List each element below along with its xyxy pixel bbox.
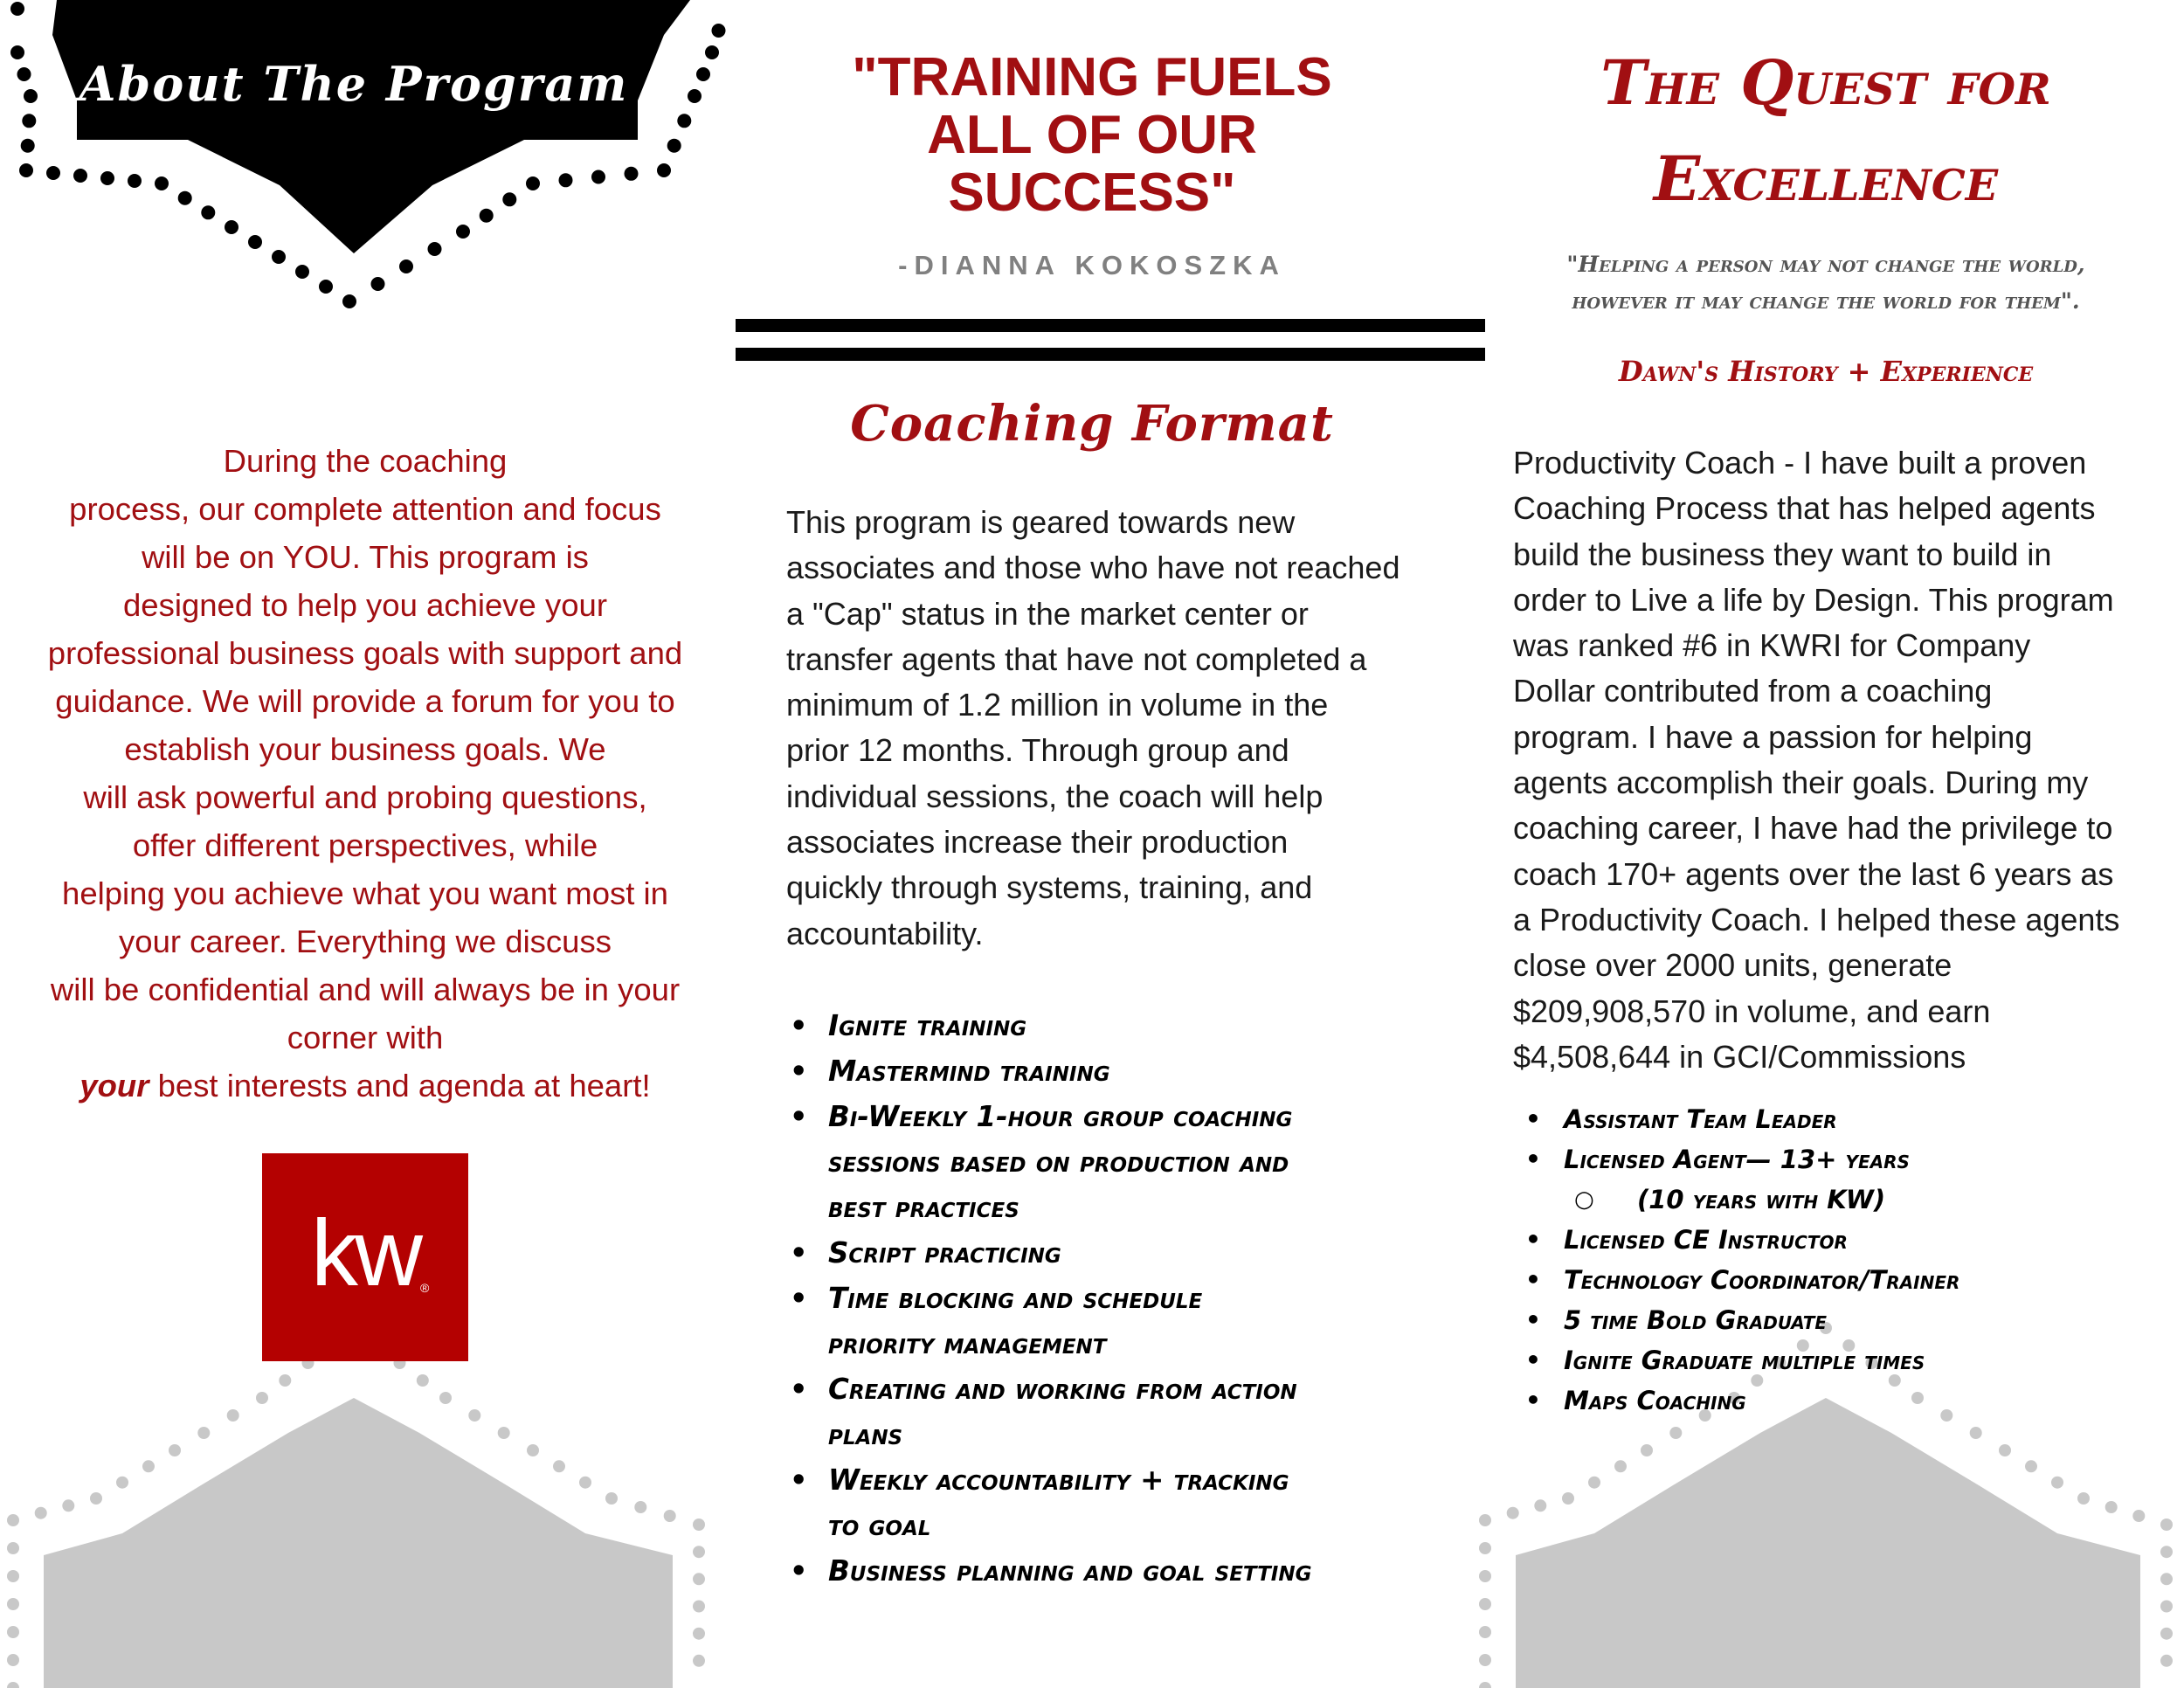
ornament-dot — [319, 280, 333, 294]
about-body-line: establish your business goals. We — [124, 731, 606, 767]
ornament-dot — [197, 1427, 210, 1439]
ornament-dot — [7, 1570, 19, 1582]
ornament-dot — [579, 1477, 591, 1489]
list-item-line: to goal — [828, 1509, 931, 1542]
list-item-label: Technology Coordinator/Trainer — [1564, 1265, 1960, 1295]
list-item-label: Ignite Graduate multiple times — [1564, 1346, 1925, 1375]
ornament-dot — [1562, 1492, 1574, 1505]
list-item — [1524, 1300, 2153, 1340]
ornament-dot — [468, 1409, 480, 1422]
ornament-dot — [2077, 1492, 2090, 1505]
ornament-dot — [2132, 1510, 2145, 1522]
ornament-dot — [7, 1598, 19, 1610]
body-line: associates increase their production — [786, 824, 1289, 861]
list-item-line: plans — [828, 1418, 903, 1451]
ornament-dot — [553, 1460, 565, 1472]
bullet-icon: • — [1525, 1346, 1541, 1374]
ornament-dot — [342, 294, 356, 308]
divider-rule — [736, 348, 1485, 361]
bullet-icon: • — [790, 1463, 808, 1497]
ornament-dot — [456, 225, 470, 239]
ornament-dot — [73, 169, 87, 183]
body-line: prior 12 months. Through group and — [786, 732, 1289, 769]
body-line: was ranked #6 in KWRI for Company — [1513, 627, 2031, 664]
list-item — [786, 1276, 1433, 1366]
ornament-dot — [559, 173, 573, 187]
ornament-dot — [2025, 1460, 2037, 1472]
ornament-dot — [1479, 1570, 1491, 1582]
about-body-line: process, our complete attention and focus — [69, 491, 661, 527]
ornament-dot — [100, 171, 114, 185]
list-item-label: Maps Coaching — [1564, 1386, 1746, 1415]
ornament-dot — [90, 1492, 102, 1505]
about-body-line: designed to help you achieve your — [123, 587, 607, 623]
ornament-dot — [46, 166, 60, 180]
bullet-icon: • — [790, 1373, 808, 1406]
bullet-icon: • — [1525, 1305, 1541, 1334]
list-item — [1524, 1099, 2153, 1139]
list-item-line: Bi-Weekly 1-hour group coaching — [828, 1100, 1293, 1133]
ornament-dot — [705, 45, 719, 59]
ornament-dot — [2105, 1501, 2118, 1513]
ornament-dot — [526, 176, 540, 190]
history-title: Dawn's History + Experience — [1618, 355, 2034, 388]
ornament-dot — [7, 1654, 19, 1666]
ornament-dot — [7, 1682, 19, 1688]
ornament-dot — [693, 1546, 705, 1558]
ornament-dot — [19, 163, 33, 177]
ornament-dot — [693, 1519, 705, 1531]
list-item — [1524, 1340, 2153, 1380]
ornament-dot — [24, 89, 38, 103]
about-body-line: offer different perspectives, while — [132, 827, 598, 863]
ornament-dot — [1588, 1477, 1600, 1489]
about-body-line: guidance. We will provide a forum for you to — [55, 683, 675, 719]
registered-mark: ® — [420, 1281, 430, 1295]
ornament-dot — [256, 1392, 268, 1404]
list-item — [786, 1230, 1433, 1276]
list-item — [786, 1094, 1433, 1230]
list-item — [786, 1003, 1433, 1048]
ornament-dot — [693, 1601, 705, 1613]
list-item-label: Licensed CE Instructor — [1564, 1225, 1848, 1255]
body-line: individual sessions, the coach will help — [786, 778, 1324, 814]
list-item-label: Assistant Team Leader — [1564, 1104, 1837, 1134]
body-line: $209,908,570 in volume, and earn — [1513, 993, 1991, 1029]
quote-line: SUCCESS" — [948, 163, 1236, 223]
banner-ornament — [10, 0, 726, 308]
coaching-format-title: Coaching Format — [850, 395, 1334, 453]
body-line: transfer agents that have not completed a — [786, 640, 1367, 677]
ornament-dot — [227, 1409, 239, 1422]
quote-line: ALL OF OUR — [927, 105, 1257, 165]
bullet-icon: • — [790, 1100, 808, 1133]
ornament-dot — [2160, 1519, 2173, 1531]
ornament-dot — [428, 242, 442, 256]
about-body-line: helping you achieve what you want most in — [62, 875, 668, 911]
ornament-dot — [201, 205, 215, 219]
ornament-dot — [634, 1501, 646, 1513]
ornament-dot — [35, 1507, 47, 1519]
list-item-line: Creating and working from action — [828, 1373, 1297, 1406]
body-line: accountability. — [786, 915, 984, 951]
body-line: coach 170+ agents over the last 6 years as — [1513, 855, 2114, 892]
ornament-dot — [696, 67, 710, 81]
quest-title-line: The Quest for — [1600, 46, 2051, 119]
kw-logo-text: kw — [311, 1199, 419, 1305]
body-line: Dollar contributed from a coaching — [1513, 673, 1993, 709]
ornament-dot — [667, 139, 681, 153]
quote-line: "TRAINING FUELS — [852, 47, 1332, 107]
ornament-dot — [1999, 1444, 2011, 1456]
body-line: close over 2000 units, generate — [1513, 947, 1952, 984]
ornament-dot — [502, 192, 516, 206]
list-item — [1524, 1260, 2153, 1300]
ornament-dot — [664, 1510, 676, 1522]
body-line: associates and those who have not reached — [786, 550, 1400, 586]
ornament-dot — [295, 265, 309, 279]
ornament-dot — [1479, 1598, 1491, 1610]
list-item — [1524, 1380, 2153, 1421]
quest-quote-line: "Helping a person may not change the world, — [1566, 252, 2085, 277]
ornament-dot — [371, 277, 385, 291]
ornament-dot — [399, 259, 413, 273]
ornament-dot — [498, 1427, 510, 1439]
ornament-dot — [1479, 1542, 1491, 1554]
list-item-line: Time blocking and schedule — [828, 1282, 1203, 1315]
body-line: agents accomplish their goals. During my — [1513, 764, 2089, 801]
body-line: Productivity Coach - I have built a proven — [1513, 445, 2087, 481]
coaching-format-list — [786, 1003, 1433, 1594]
ornament-dot — [1479, 1682, 1491, 1688]
ornament-dot — [688, 89, 702, 103]
about-program-body — [24, 437, 706, 1110]
ornament-dot — [527, 1444, 539, 1456]
divider-rule — [736, 319, 1485, 332]
body-line: This program is geared towards new — [786, 504, 1296, 540]
list-item — [786, 1048, 1433, 1094]
body-line: build the business they want to build in — [1513, 536, 2052, 572]
about-body-line: professional business goals with support and — [47, 635, 683, 671]
body-line: Coaching Process that has helped agents — [1513, 490, 2096, 527]
bullet-icon: • — [1525, 1104, 1541, 1133]
ornament-dot — [279, 1374, 291, 1387]
ornament-dot — [169, 1444, 181, 1456]
about-program-title: About The Program — [79, 56, 629, 112]
ornament-dot — [272, 250, 286, 264]
about-body-line: will be confidential and will always be in your — [50, 972, 681, 1007]
ornament-dot — [2160, 1628, 2173, 1640]
ornament-dot — [693, 1655, 705, 1667]
ornament-dot — [2160, 1601, 2173, 1613]
ornament-dot — [605, 1492, 618, 1505]
ornament-dot — [480, 209, 494, 223]
ornament-dot — [155, 176, 169, 190]
list-item — [786, 1457, 1433, 1548]
ornament-dot — [693, 1573, 705, 1585]
ornament-dot — [21, 139, 35, 153]
list-item-line: priority management — [828, 1327, 1107, 1360]
ornament-dot — [62, 1499, 74, 1512]
bullet-icon: • — [790, 1282, 808, 1315]
list-item-line: Weekly accountability + tracking — [828, 1463, 1289, 1497]
emphasis-word: your — [79, 1068, 149, 1103]
bullet-icon: • — [790, 1554, 808, 1588]
ornament-dot — [7, 1514, 19, 1526]
bullet-icon: • — [1525, 1265, 1541, 1294]
ornament-dot — [1534, 1499, 1546, 1512]
ornament-dot — [1970, 1427, 1982, 1439]
training-quote — [743, 49, 1441, 222]
bullet-icon: • — [790, 1055, 808, 1088]
body-line: $4,508,644 in GCI/Commissions — [1513, 1038, 1966, 1075]
ornament-dot — [1507, 1507, 1519, 1519]
body-line: program. I have a passion for helping — [1513, 718, 2033, 755]
ornament-dot — [1641, 1444, 1653, 1456]
body-line: order to Live a life by Design. This program — [1513, 581, 2114, 618]
about-body-line — [24, 1062, 706, 1110]
history-body — [1513, 440, 2151, 1080]
bullet-icon: • — [1525, 1145, 1541, 1173]
list-item-label: Licensed Agent— 13+ years — [1564, 1145, 1910, 1174]
ornament-dot — [22, 114, 36, 128]
ornament-dot — [225, 220, 238, 234]
list-item-line: best practices — [828, 1191, 1019, 1224]
ornament-dot — [248, 235, 262, 249]
about-body-line: corner with — [287, 1020, 444, 1055]
ornament-dot — [1479, 1514, 1491, 1526]
ornament-dot — [116, 1477, 128, 1489]
quest-title-line: Excellence — [1653, 142, 1999, 215]
body-line: a "Cap" status in the market center or — [786, 595, 1309, 632]
list-item — [786, 1366, 1433, 1457]
ornament-dot — [2160, 1546, 2173, 1558]
coaching-format-body — [786, 500, 1450, 957]
bullet-icon: • — [1525, 1225, 1541, 1254]
sub-list-item — [1524, 1180, 2153, 1220]
hollow-bullet-icon: ○ — [1574, 1186, 1594, 1213]
list-item — [1524, 1220, 2153, 1260]
ornament-dot — [1614, 1460, 1627, 1472]
list-item-line: Business planning and goal setting — [828, 1554, 1312, 1588]
kw-logo — [262, 1153, 468, 1361]
quote-author: -DIANNA KOKOSZKA — [898, 250, 1286, 280]
about-body-line: your career. Everything we discuss — [119, 924, 612, 959]
ornament-dot — [178, 191, 192, 205]
ornament-dot — [17, 67, 31, 81]
list-item-line: Ignite training — [828, 1009, 1027, 1042]
ornament-dot — [657, 163, 671, 177]
list-item-label: 5 time Bold Graduate — [1564, 1305, 1828, 1335]
bottom-left-ornament — [7, 1322, 705, 1688]
ornament-dot — [693, 1628, 705, 1640]
bullet-icon: • — [790, 1009, 808, 1042]
about-body-line: will be on YOU. This program is — [142, 539, 589, 575]
ornament-dot — [2160, 1573, 2173, 1585]
bullet-icon: • — [1525, 1386, 1541, 1415]
ornament-dot — [677, 114, 691, 128]
body-line: minimum of 1.2 million in volume in the — [786, 687, 1329, 723]
quest-quote — [1503, 246, 2149, 320]
ornament-dot — [1669, 1427, 1682, 1439]
ornament-dot — [142, 1460, 155, 1472]
list-item-line: Script practicing — [828, 1236, 1061, 1269]
body-line: a Productivity Coach. I helped these agents — [1513, 901, 2120, 937]
about-body-line: During the coaching — [223, 443, 508, 479]
quest-quote-line: however it may change the world for them". — [1572, 288, 2080, 314]
body-line: coaching career, I have had the privilege to — [1513, 810, 2113, 847]
ornament-dot — [625, 167, 639, 181]
ornament-dot — [10, 2, 24, 16]
about-body-line: will ask powerful and probing questions, — [83, 779, 647, 815]
list-item — [786, 1548, 1433, 1594]
ornament-dot — [417, 1374, 429, 1387]
ornament-dot — [128, 174, 142, 188]
list-item-line: Mastermind training — [828, 1055, 1110, 1088]
list-item-label: (10 years with KW) — [1637, 1185, 1886, 1214]
ornament-dot — [1479, 1654, 1491, 1666]
about-body-tail: best interests and agenda at heart! — [149, 1068, 651, 1103]
ornament-dot — [439, 1392, 452, 1404]
ornament-dot — [712, 24, 726, 38]
list-item-line: sessions based on production and — [828, 1145, 1289, 1179]
ornament-dot — [1479, 1626, 1491, 1638]
ornament-dot — [7, 1542, 19, 1554]
bullet-icon: • — [790, 1236, 808, 1269]
ornament-dot — [10, 45, 24, 59]
quest-title — [1503, 35, 2149, 227]
ornament-dot — [7, 1626, 19, 1638]
ornament-dot — [2160, 1655, 2173, 1667]
experience-list — [1524, 1099, 2153, 1421]
list-item — [1524, 1139, 2153, 1180]
ornament-dot — [591, 170, 605, 184]
ornament-dot — [2051, 1477, 2063, 1489]
body-line: quickly through systems, training, and — [786, 869, 1313, 906]
